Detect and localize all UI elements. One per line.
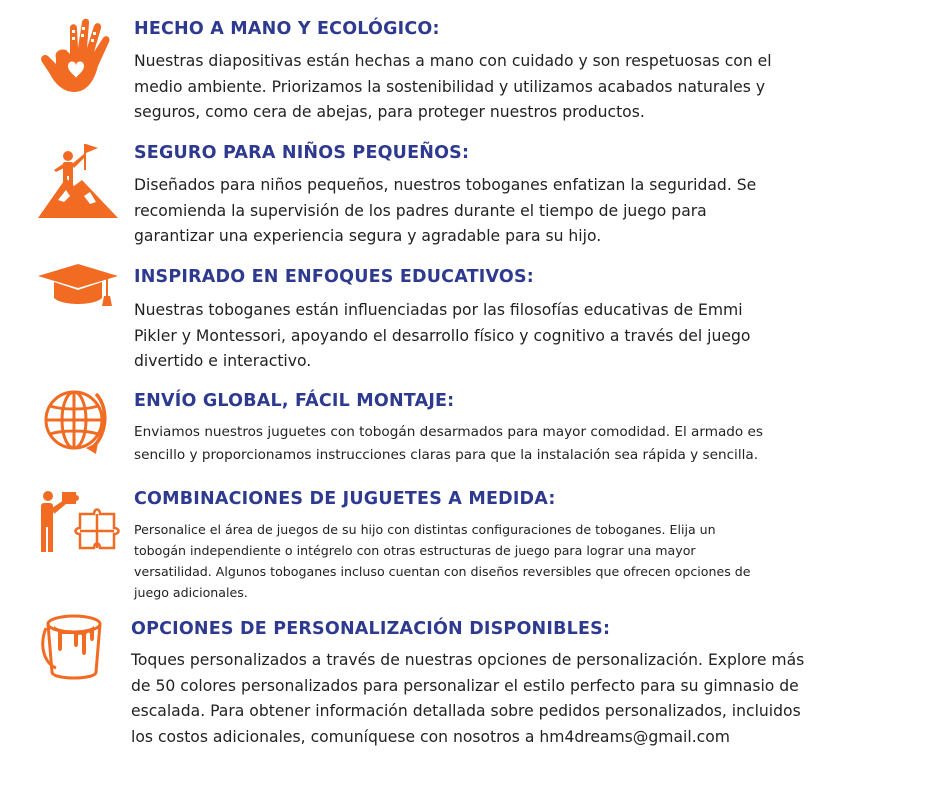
feature-5-line-4: juego adicionales.	[134, 585, 248, 600]
feature-6-line-4: los costos adicionales, comuníquese con nosotros a hm4dreams@gmail.com	[131, 727, 730, 746]
feature-3-line-3: divertido e interactivo.	[134, 352, 312, 370]
graduation-cap-icon	[36, 262, 120, 310]
globe-arrow-icon	[38, 384, 116, 456]
feature-6-line-3: escalada. Para obtener información detallada sobre pedidos personalizados, incluidos	[131, 702, 801, 720]
feature-4-description	[134, 421, 763, 467]
feature-6-description	[131, 648, 804, 750]
feature-1-line-1: Nuestras diapositivas están hechas a mano con cuidado y son respetuosas con el	[134, 52, 772, 70]
feature-2-line-2: recomienda la supervisión de los padres durante el tiempo de juego para	[134, 201, 707, 220]
feature-4-title: ENVÍO GLOBAL, FÁCIL MONTAJE:	[134, 391, 455, 411]
feature-3-title: INSPIRADO EN ENFOQUES EDUCATIVOS:	[134, 267, 534, 287]
feature-2-line-1: Diseñados para niños pequeños, nuestros toboganes enfatizan la seguridad. Se	[134, 176, 757, 194]
mountain-flag-icon	[36, 140, 120, 222]
feature-5-description	[134, 519, 751, 603]
feature-1-line-3: seguros, como cera de abejas, para proteger nuestros productos.	[134, 103, 645, 121]
feature-2-line-3: garantizar una experiencia segura y agradable para su hijo.	[134, 227, 602, 245]
feature-4-line-2: sencillo y proporcionamos instrucciones claras para que la instalación sea rápida y sencilla.	[134, 447, 759, 463]
feature-1-title: HECHO A MANO Y ECOLÓGICO:	[134, 19, 440, 39]
feature-6-title: OPCIONES DE PERSONALIZACIÓN DISPONIBLES:	[131, 619, 611, 639]
feature-6-line-2: de 50 colores personalizados para personalizar el estilo perfecto para su gimnasio de	[131, 676, 799, 695]
feature-2-title: SEGURO PARA NIÑOS PEQUEÑOS:	[134, 143, 470, 163]
feature-4-line-1: Enviamos nuestros juguetes con tobogán desarmados para mayor comodidad. El armado es	[134, 424, 764, 440]
feature-1-line-2: medio ambiente. Priorizamos la sostenibilidad y utilizamos acabados naturales y	[134, 77, 766, 96]
feature-1-description	[134, 49, 772, 126]
feature-5-line-3: versatilidad. Algunos toboganes incluso cuentan con diseños reversibles que ofrecen opciones de	[134, 564, 751, 579]
puzzle-person-icon	[36, 488, 120, 556]
hand-heart-icon	[36, 14, 120, 100]
feature-5-line-1: Personalice el área de juegos de su hijo con distintas configuraciones de toboganes. Elija un	[134, 522, 716, 537]
feature-3-line-2: Pikler y Montessori, apoyando el desarrollo físico y cognitivo a través del juego	[134, 326, 751, 345]
feature-3-line-1: Nuestras toboganes están influenciadas por las filosofías educativas de Emmi	[134, 301, 743, 319]
feature-5-title: COMBINACIONES DE JUGUETES A MEDIDA:	[134, 489, 556, 509]
feature-2-description	[134, 173, 756, 250]
feature-3-description	[134, 298, 750, 375]
feature-5-line-2: tobogán independiente o intégrelo con otras estructuras de juego para lograr una mayor	[134, 543, 696, 558]
paint-bucket-icon	[40, 608, 112, 684]
feature-6-line-1: Toques personalizados a través de nuestras opciones de personalización. Explore más	[131, 651, 805, 669]
